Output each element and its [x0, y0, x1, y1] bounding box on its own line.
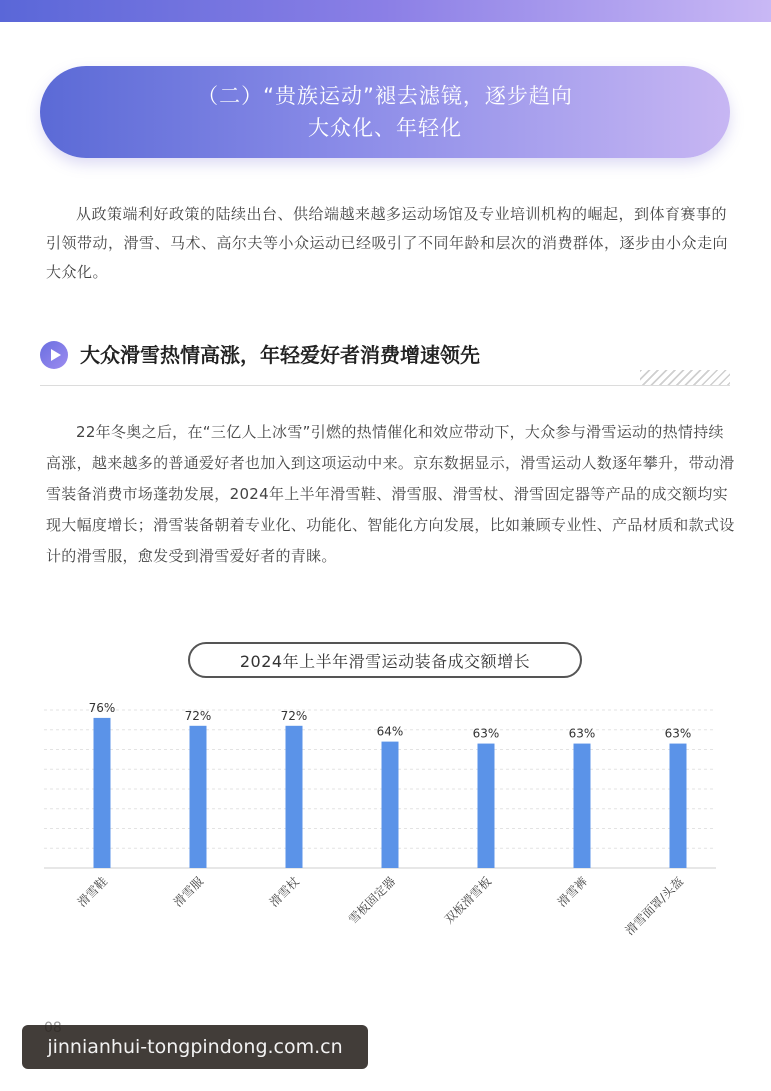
category-label: 双板滑雪板 [441, 874, 495, 927]
data-label: 63% [664, 726, 692, 741]
chart-title: 2024年上半年滑雪运动装备成交额增长 [188, 642, 582, 678]
category-label: 滑雪服 [170, 874, 207, 910]
section-heading: 大众滑雪热情高涨，年轻爱好者消费增速领先 [80, 343, 480, 367]
banner-title-line-1: （二）“贵族运动”褪去滤镜，逐步趋向 [197, 84, 573, 108]
watermark-banner: jinnianhui-tongpindong.com.cn [22, 1025, 368, 1069]
section-banner [40, 66, 730, 158]
data-label: 72% [184, 708, 212, 723]
hatch-decoration [640, 370, 730, 385]
category-label: 雪板固定器 [345, 874, 399, 927]
bar [574, 744, 591, 868]
banner-title-line-2: 大众化、年轻化 [308, 116, 462, 140]
data-label: 72% [280, 708, 308, 723]
body-paragraph: 22年冬奥之后，在“三亿人上冰雪”引燃的热情催化和效应带动下，大众参与滑雪运动的热情持续高涨，越来越多的普通爱好者也加入到这项运动中来。京东数据显示，滑雪运动人数逐年攀升，带动滑雪装备消费市场蓬勃发展，2024年上半年滑雪鞋、滑雪服、滑雪杖、滑雪固定器等产品的成交额均实现大幅度增长；滑雪装备朝着专业化、功能化、智能化方向发展，比如兼顾专业性、产品材质和款式设计的滑雪服，愈发受到滑雪爱好者的青睐。 [46, 423, 735, 565]
bar [478, 744, 495, 868]
bar [382, 742, 399, 868]
top-decor-strip [0, 0, 771, 22]
data-label: 76% [88, 700, 116, 715]
category-label: 滑雪鞋 [74, 874, 111, 910]
bar-chart [0, 690, 771, 990]
category-label: 滑雪裤 [554, 874, 591, 910]
intro-paragraph: 从政策端利好政策的陆续出台、供给端越来越多运动场馆及专业培训机构的崛起，到体育赛事的引领带动，滑雪、马术、高尔夫等小众运动已经吸引了不同年龄和层次的消费群体，逐步由小众走向大众化。 [46, 205, 729, 281]
data-label: 63% [568, 726, 596, 741]
bar [286, 726, 303, 868]
bar [94, 718, 111, 868]
data-label: 64% [376, 724, 404, 739]
play-circle-icon [40, 341, 68, 369]
bar [670, 744, 687, 868]
category-label: 滑雪杖 [266, 874, 303, 910]
data-label: 63% [472, 726, 500, 741]
category-label: 滑雪面罩/头盔 [622, 874, 687, 938]
section-divider [40, 385, 730, 386]
bar [190, 726, 207, 868]
